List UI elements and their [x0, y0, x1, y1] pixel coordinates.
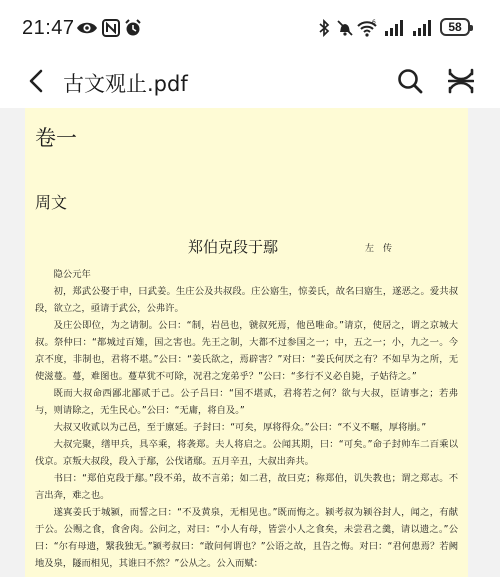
toolbar: [0, 54, 500, 108]
paragraph: 既而大叔命西鄙北鄙贰于己。公子吕曰：“国不堪贰，君将若之何？欲与大叔，臣请事之；若弗与，则请除之，无生民心。”公曰：“无庸，将自及。”: [35, 388, 458, 416]
back-arrow-icon[interactable]: [24, 68, 48, 94]
battery-indicator: [440, 18, 470, 36]
paragraph: 遂寘姜氏于城颍，而誓之曰：“不及黄泉，无相见也。”既而悔之。颍考叔为颍谷封人，闻之，有献于公。公赐之食，食舍肉。公问之，对曰：“小人有母，皆尝小人之食矣，未尝君之羹，请以遗之。”公曰：“尔有母遗，繄我独无。”颍考叔曰：“敢问何谓也？”公语之故，且告之悔。对曰：“君何患焉？若阙地及泉，隧而相见，其谁曰不然？”公从之。公入而赋：: [35, 507, 458, 569]
document-title: 古文观止.pdf: [63, 72, 188, 96]
article-body: [35, 266, 458, 572]
wifi-icon: [356, 17, 378, 39]
dynasty-heading: 周文: [35, 193, 68, 212]
paragraph: 书曰：“郑伯克段于鄢。”段不弟，故不言弟；如二君，故曰克；称郑伯，讥失教也；谓之郑志。不言出奔，难之也。: [35, 473, 458, 501]
paragraph: 初，郑武公娶于申，曰武姜。生庄公及共叔段。庄公寤生，惊姜氏，故名曰寤生，遂恶之。爱共叔段，欲立之，亟请于武公，公弗许。: [35, 286, 458, 314]
paragraph: 隐公元年: [53, 269, 91, 280]
search-icon[interactable]: [397, 68, 423, 94]
paragraph: 大叔完聚，缮甲兵，具卒乘，将袭郑。夫人将启之。公闻其期，曰：“可矣。”命子封帅车二百乘以伐京。京叛大叔段，段入于鄢，公伐诸鄢。五月辛丑，大叔出奔共。: [35, 439, 458, 467]
signal-icon: [384, 17, 404, 39]
nfc-icon: [102, 17, 120, 39]
eye-icon: [76, 17, 98, 39]
svg-text:6: 6: [372, 19, 376, 26]
alarm-icon: [124, 17, 142, 39]
bluetooth-icon: [318, 17, 330, 39]
paragraph: 大叔又收贰以为己邑，至于廪延。子封曰：“可矣，厚将得众。”公曰：“不义不暱，厚将崩。”: [53, 422, 427, 433]
battery-level: 58: [448, 20, 462, 34]
scan-icon[interactable]: [448, 68, 474, 94]
article-title: 郑伯克段于鄢: [188, 238, 279, 256]
volume-heading: 卷一: [35, 126, 77, 150]
mute-icon: [336, 17, 354, 39]
status-bar: [0, 0, 500, 54]
paragraph: 及庄公即位，为之请制。公曰：“制，岩邑也，虢叔死焉，他邑唯命。”请京，使居之，谓之京城大叔。祭仲曰：“都城过百雉，国之害也。先王之制，大都不过参国之一；中，五之一；小，九之一。今京不度，非制也，君将不堪。”公曰：“姜氏欲之，焉辟害？”对曰：“姜氏何厌之有？不如早为之所，无使滋蔓。蔓，难图也。蔓草犹不可除，况君之宠弟乎？”公曰：“多行不义必自毙，子姑待之。”: [35, 320, 458, 382]
signal-icon: [412, 17, 432, 39]
pdf-page[interactable]: [25, 108, 468, 577]
status-time: 21:47: [22, 17, 75, 39]
article-author: 左 传: [365, 244, 393, 254]
